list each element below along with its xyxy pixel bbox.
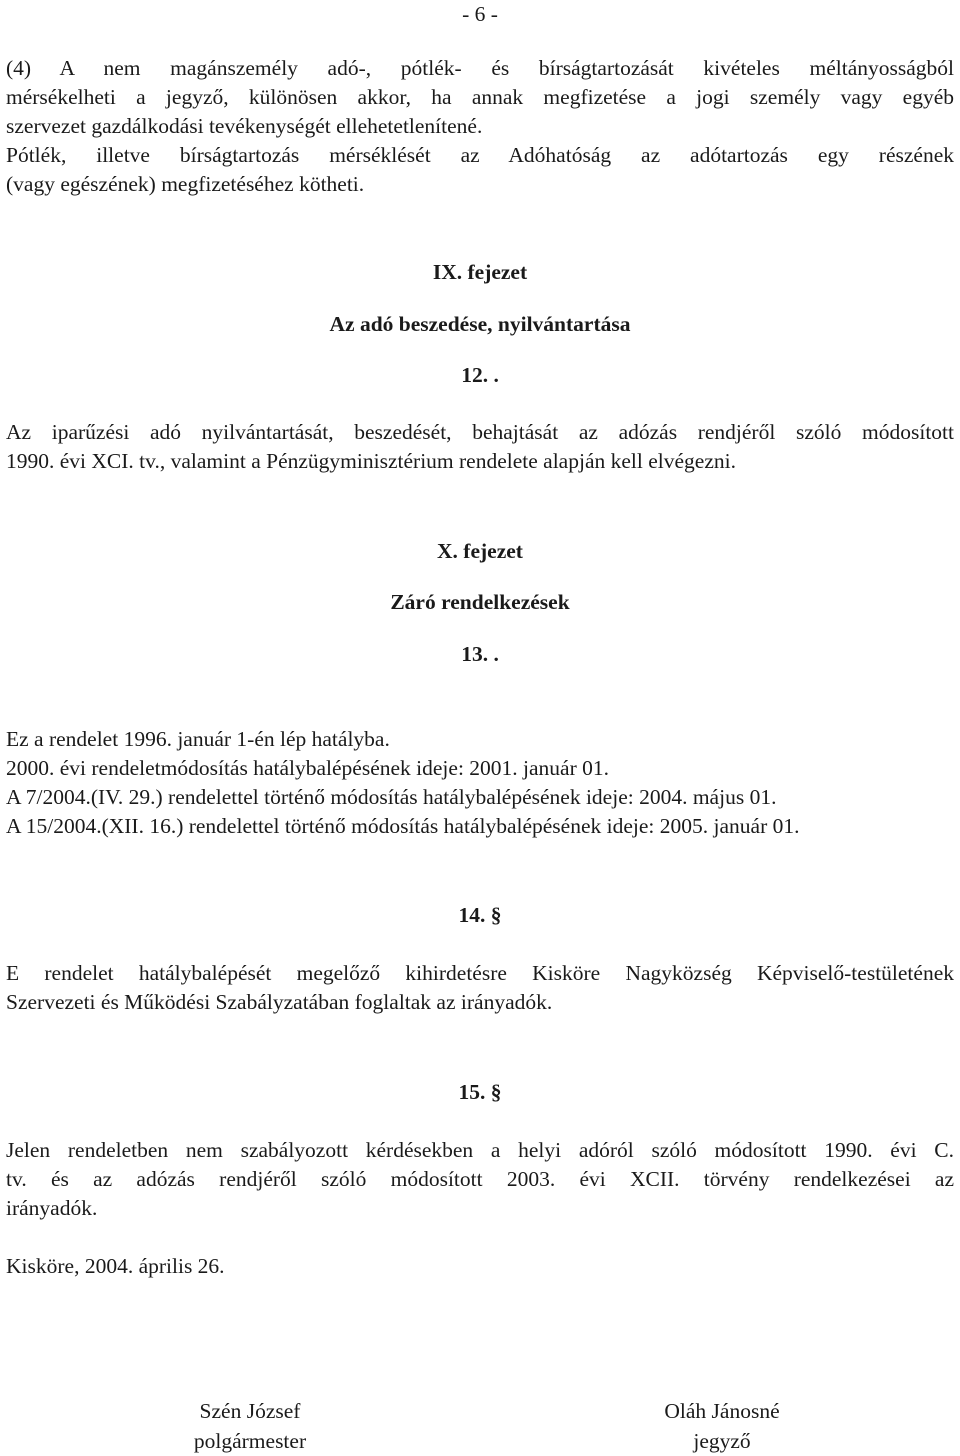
section-15-heading: 15. § <box>458 1080 502 1104</box>
section-12-body <box>6 418 954 476</box>
section-14-body <box>6 959 954 1017</box>
paragraph-line: E rendelet hatálybalépését megelőző kihirdetésre Kisköre Nagyközség Képviselő-testületének <box>6 961 954 985</box>
chapter-10-number: X. fejezet <box>437 539 523 563</box>
signature-role: polgármester <box>193 1429 307 1453</box>
paragraph-line: A 15/2004.(XII. 16.) rendelettel történő módosítás hatálybalépésének ideje: 2005. január 01. <box>6 814 800 838</box>
signature-name: Oláh Jánosné <box>664 1399 780 1423</box>
signature-role: jegyző <box>693 1429 751 1453</box>
section-14-heading: 14. § <box>458 903 502 927</box>
paragraph-line: Pótlék, illetve bírságtartozás mérséklését az Adóhatóság az adótartozás egy részének <box>6 143 954 167</box>
signature-notary <box>620 1396 824 1456</box>
paragraph-line: (vagy egészének) megfizetéséhez kötheti. <box>6 172 365 196</box>
paragraph-line: mérsékelheti a jegyző, különösen akkor, ha annak megfizetése a jogi személy vagy egyéb <box>6 85 954 109</box>
paragraph-line: 1990. évi XCI. tv., valamint a Pénzügyminisztérium rendelete alapján kell elvégezni. <box>6 449 736 473</box>
chapter-9-number: IX. fejezet <box>432 260 528 284</box>
paragraph-line: A 7/2004.(IV. 29.) rendelettel történő módosítás hatálybalépésének ideje: 2004. május 01. <box>6 785 777 809</box>
paragraph-line: szervezet gazdálkodási tevékenységét ellehetetlenítené. <box>6 114 483 138</box>
paragraph-line: tv. és az adózás rendjéről szóló módosított 2003. évi XCII. törvény rendelkezései az <box>6 1167 954 1191</box>
chapter-9-title: Az adó beszedése, nyilvántartása <box>329 312 631 336</box>
paragraph-line: (4) A nem magánszemély adó-, pótlék- és bírságtartozását kivételes méltányosságból <box>6 56 954 80</box>
section-12-heading: 12. . <box>461 363 499 387</box>
section-13-body <box>6 725 954 841</box>
paragraph-line: 2000. évi rendeletmódosítás hatálybalépésének ideje: 2001. január 01. <box>6 756 610 780</box>
section-13-heading: 13. . <box>461 642 499 666</box>
signature-mayor <box>150 1396 350 1456</box>
page-number: - 6 - <box>462 2 498 26</box>
paragraph-line: Ez a rendelet 1996. január 1-én lép hatályba. <box>6 727 390 751</box>
signature-name: Szén József <box>199 1399 301 1423</box>
paragraph-4 <box>6 54 954 199</box>
paragraph-line: Az iparűzési adó nyilvántartását, beszedését, behajtását az adózás rendjéről szóló módosított <box>6 420 954 444</box>
paragraph-line: irányadók. <box>6 1196 98 1220</box>
place-date: Kisköre, 2004. április 26. <box>6 1254 225 1278</box>
section-15-body <box>6 1136 954 1223</box>
paragraph-line: Szervezeti és Működési Szabályzatában foglaltak az irányadók. <box>6 990 553 1014</box>
paragraph-line: Jelen rendeletben nem szabályozott kérdésekben a helyi adóról szóló módosított 1990. évi C. <box>6 1138 954 1162</box>
chapter-10-title: Záró rendelkezések <box>390 590 570 614</box>
